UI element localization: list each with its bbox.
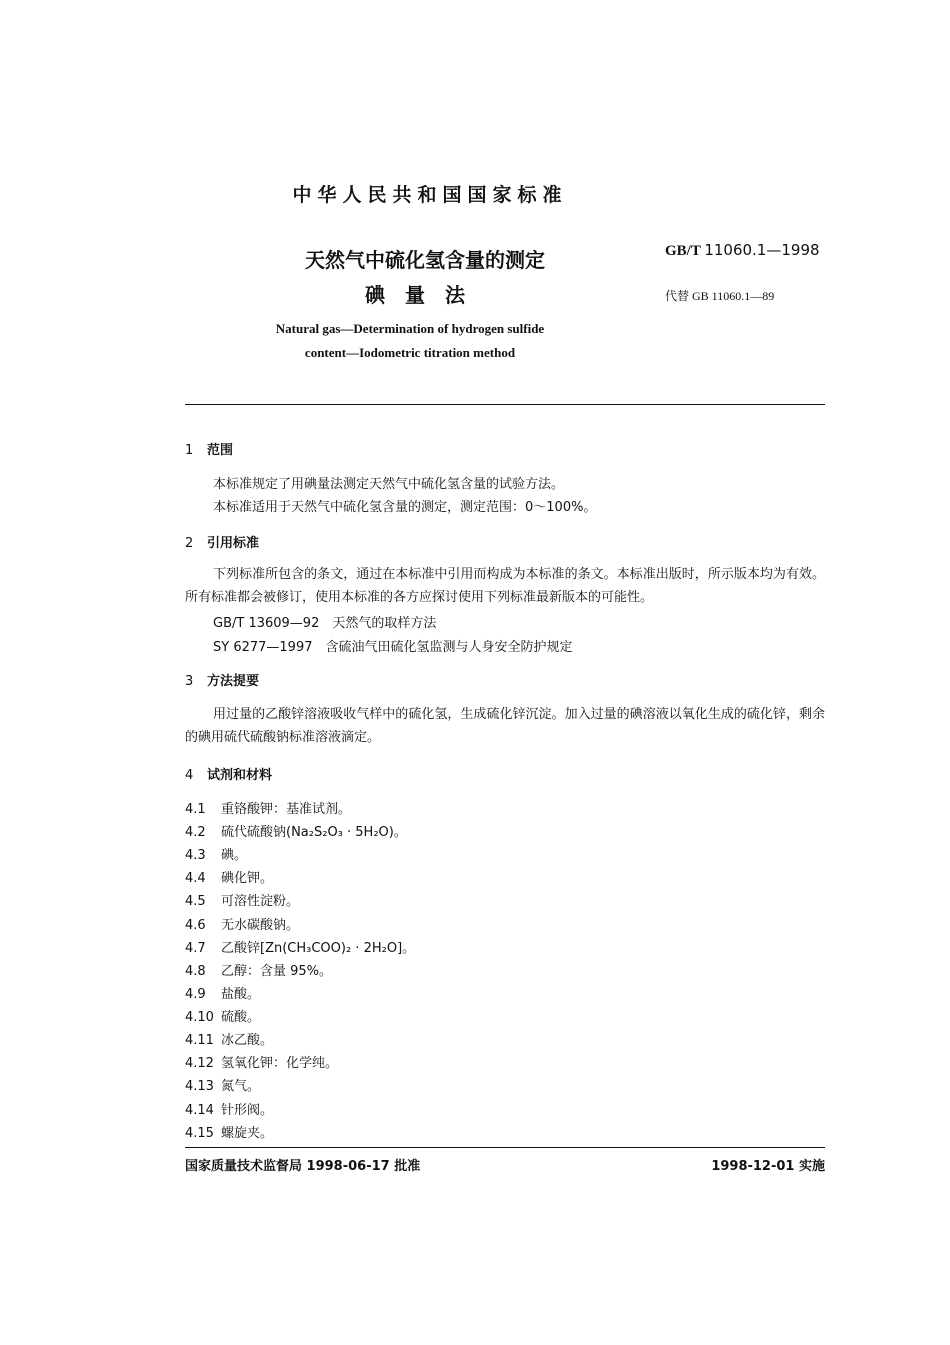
list-item	[185, 1029, 273, 1048]
item-number: 4.2	[185, 825, 206, 840]
reference-1: GB/T 13609—92 天然气的取样方法	[213, 616, 437, 631]
item-number: 4.15	[185, 1126, 214, 1141]
item-number: 4.8	[185, 964, 206, 979]
item-text: 针形阀。	[221, 1103, 274, 1118]
item-number: 4.3	[185, 848, 206, 863]
item-text: 乙醇：含量 95%。	[221, 964, 333, 979]
list-item	[185, 1006, 260, 1025]
national-standard-heading: 中华人民共和国国家标准	[292, 184, 568, 206]
reference-2: SY 6277—1997 含硫油气田硫化氢监测与人身安全防护规定	[213, 640, 573, 655]
document-subtitle: 碘量法	[365, 283, 485, 307]
list-item	[185, 1122, 273, 1141]
section-number: 2	[185, 536, 194, 551]
section-3-heading	[185, 670, 259, 689]
item-text: 氮气。	[221, 1079, 261, 1094]
item-text: 螺旋夹。	[221, 1126, 274, 1141]
section-1-paragraph-1: 本标准规定了用碘量法测定天然气中硫化氢含量的试验方法。	[213, 477, 565, 492]
list-item	[185, 1075, 260, 1094]
section-1-heading	[185, 439, 233, 458]
item-number: 4.4	[185, 871, 206, 886]
section-title: 引用标准	[207, 536, 260, 551]
implementation-date: 1998-12-01 实施	[711, 1159, 825, 1174]
standard-code	[665, 241, 820, 260]
item-number: 4.1	[185, 802, 206, 817]
standard-code-number: 11060.1—1998	[704, 241, 820, 259]
item-number: 4.6	[185, 918, 206, 933]
item-text: 氢氧化钾：化学纯。	[221, 1056, 339, 1071]
list-item	[185, 1052, 338, 1071]
approval-date: 国家质量技术监督局 1998-06-17 批准	[185, 1159, 421, 1174]
section-title: 试剂和材料	[207, 768, 273, 783]
list-item	[185, 983, 260, 1002]
item-text: 盐酸。	[221, 987, 261, 1002]
section-2-paragraph: 下列标准所包含的条文，通过在本标准中引用而构成为本标准的条文。本标准出版时，所示版本均为有效。所有标准都会被修订，使用本标准的各方应探讨使用下列标准最新版本的可能性。	[185, 567, 825, 605]
item-number: 4.5	[185, 894, 206, 909]
document-title: 天然气中硫化氢含量的测定	[305, 248, 545, 272]
section-2-heading	[185, 532, 259, 551]
item-number: 4.9	[185, 987, 206, 1002]
item-text: 无水碳酸钠。	[221, 918, 300, 933]
section-3-paragraph: 用过量的乙酸锌溶液吸收气样中的硫化氢，生成硫化锌沉淀。加入过量的碘溶液以氧化生成的硫化锌，剩余的碘用硫代硫酸钠标准溶液滴定。	[185, 707, 825, 745]
item-text: 重铬酸钾：基准试剂。	[221, 802, 352, 817]
section-number: 3	[185, 674, 194, 689]
header-divider	[185, 404, 825, 405]
item-text: 碘。	[221, 848, 248, 863]
english-title-line1: Natural gas—Determination of hydrogen sulfide	[275, 321, 545, 336]
list-item	[185, 867, 273, 886]
item-number: 4.13	[185, 1079, 214, 1094]
item-number: 4.11	[185, 1033, 214, 1048]
section-4-heading	[185, 764, 272, 783]
item-text: 硫代硫酸钠(Na₂S₂O₃ · 5H₂O)。	[221, 825, 407, 840]
item-text: 可溶性淀粉。	[221, 894, 300, 909]
list-item	[185, 821, 407, 840]
item-number: 4.7	[185, 941, 206, 956]
replaces-note: 代替 GB 11060.1—89	[665, 289, 775, 303]
list-item	[185, 960, 332, 979]
list-item	[185, 890, 299, 909]
standard-code-prefix: GB/T	[665, 243, 701, 259]
list-item	[185, 798, 351, 817]
item-number: 4.12	[185, 1056, 214, 1071]
list-item	[185, 937, 415, 956]
section-number: 1	[185, 443, 194, 458]
section-title: 范围	[207, 443, 234, 458]
list-item	[185, 914, 299, 933]
item-text: 冰乙酸。	[221, 1033, 274, 1048]
footer-divider	[185, 1147, 825, 1148]
list-item	[185, 1099, 273, 1118]
item-number: 4.14	[185, 1103, 214, 1118]
item-text: 乙酸锌[Zn(CH₃COO)₂ · 2H₂O]。	[221, 941, 416, 956]
section-title: 方法提要	[207, 674, 260, 689]
item-number: 4.10	[185, 1010, 214, 1025]
english-title-line2: content—Iodometric titration method	[304, 345, 516, 360]
item-text: 碘化钾。	[221, 871, 274, 886]
section-number: 4	[185, 768, 194, 783]
section-1-paragraph-2: 本标准适用于天然气中硫化氢含量的测定，测定范围：0～100%。	[213, 500, 597, 515]
item-text: 硫酸。	[221, 1010, 261, 1025]
list-item	[185, 844, 247, 863]
